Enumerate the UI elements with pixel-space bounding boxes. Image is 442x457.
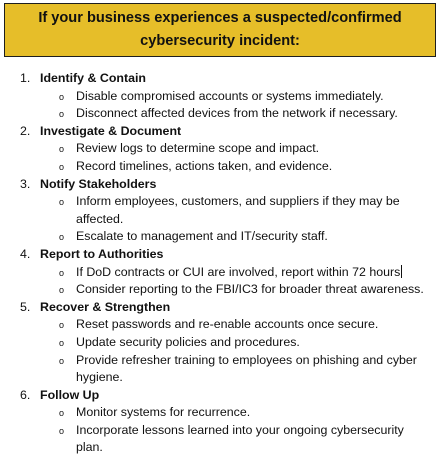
list-item xyxy=(0,316,442,334)
list-item xyxy=(0,158,442,176)
response-steps-list xyxy=(0,70,442,457)
step-heading xyxy=(0,387,442,405)
bullet-icon: o xyxy=(59,267,65,278)
list-item-text: Escalate to management and IT/security staff. xyxy=(76,229,328,244)
list-item xyxy=(0,140,442,158)
step-number: 1. xyxy=(20,71,31,85)
text-cursor xyxy=(401,265,402,278)
step-title: Notify Stakeholders xyxy=(40,176,157,191)
bullet-icon: o xyxy=(59,425,65,436)
step-number: 5. xyxy=(20,299,31,314)
bullet-icon: o xyxy=(59,408,65,419)
incident-banner xyxy=(4,3,436,57)
list-item-text: Record timelines, actions taken, and evidence. xyxy=(76,158,333,173)
list-item-text: Consider reporting to the FBI/IC3 for broader threat awareness. xyxy=(76,282,424,297)
list-item-text: Monitor systems for recurrence. xyxy=(76,405,251,420)
list-item-text: Disconnect affected devices from the network if necessary. xyxy=(76,106,398,121)
step-identify-contain xyxy=(0,70,442,123)
bullet-icon: o xyxy=(59,320,65,331)
bullet-icon: o xyxy=(59,144,65,155)
step-heading xyxy=(0,246,442,264)
list-item xyxy=(0,422,442,457)
list-item xyxy=(0,334,442,352)
step-heading xyxy=(0,176,442,194)
list-item-text: Update security policies and procedures. xyxy=(76,334,300,349)
step-notify-stakeholders xyxy=(0,176,442,246)
list-item-text: Review logs to determine scope and impact. xyxy=(76,141,320,156)
step-number: 6. xyxy=(20,387,31,402)
list-item-text: Disable compromised accounts or systems immediately. xyxy=(76,88,384,103)
list-item xyxy=(0,105,442,123)
step-report-authorities xyxy=(0,246,442,299)
step-number: 4. xyxy=(20,246,31,261)
banner-title: If your business experiences a suspected/confirmed cybersecurity incident: xyxy=(38,10,402,49)
list-item xyxy=(0,228,442,246)
step-number: 2. xyxy=(20,123,31,138)
step-title: Follow Up xyxy=(40,387,100,402)
list-item-text: Inform employees, customers, and suppliers if they may be affected. xyxy=(76,194,400,226)
step-title: Report to Authorities xyxy=(40,246,164,261)
step-title: Identify & Contain xyxy=(40,71,147,85)
step-heading xyxy=(0,299,442,317)
step-investigate-document xyxy=(0,123,442,176)
bullet-icon: o xyxy=(59,197,65,208)
list-item-text: Incorporate lessons learned into your ongoing cybersecurity plan. xyxy=(76,422,404,455)
bullet-icon: o xyxy=(59,91,65,102)
list-item xyxy=(0,281,442,299)
list-item xyxy=(0,404,442,422)
step-heading xyxy=(0,123,442,141)
bullet-icon: o xyxy=(59,285,65,296)
list-item xyxy=(0,264,442,282)
step-title: Investigate & Document xyxy=(40,123,182,138)
step-follow-up xyxy=(0,387,442,457)
bullet-icon: o xyxy=(59,161,65,172)
bullet-icon: o xyxy=(59,337,65,348)
step-recover-strengthen xyxy=(0,299,442,387)
bullet-icon: o xyxy=(59,232,65,243)
list-item-text: Reset passwords and re-enable accounts once secure. xyxy=(76,317,379,332)
list-item xyxy=(0,88,442,106)
list-item-text: Provide refresher training to employees on phishing and cyber hygiene. xyxy=(76,352,417,385)
bullet-icon: o xyxy=(59,109,65,120)
list-item-text: If DoD contracts or CUI are involved, report within 72 hours xyxy=(76,264,401,279)
bullet-icon: o xyxy=(59,355,65,366)
list-item xyxy=(0,352,442,387)
step-number: 3. xyxy=(20,176,31,191)
step-title: Recover & Strengthen xyxy=(40,299,171,314)
step-heading xyxy=(0,70,442,88)
list-item xyxy=(0,193,442,228)
